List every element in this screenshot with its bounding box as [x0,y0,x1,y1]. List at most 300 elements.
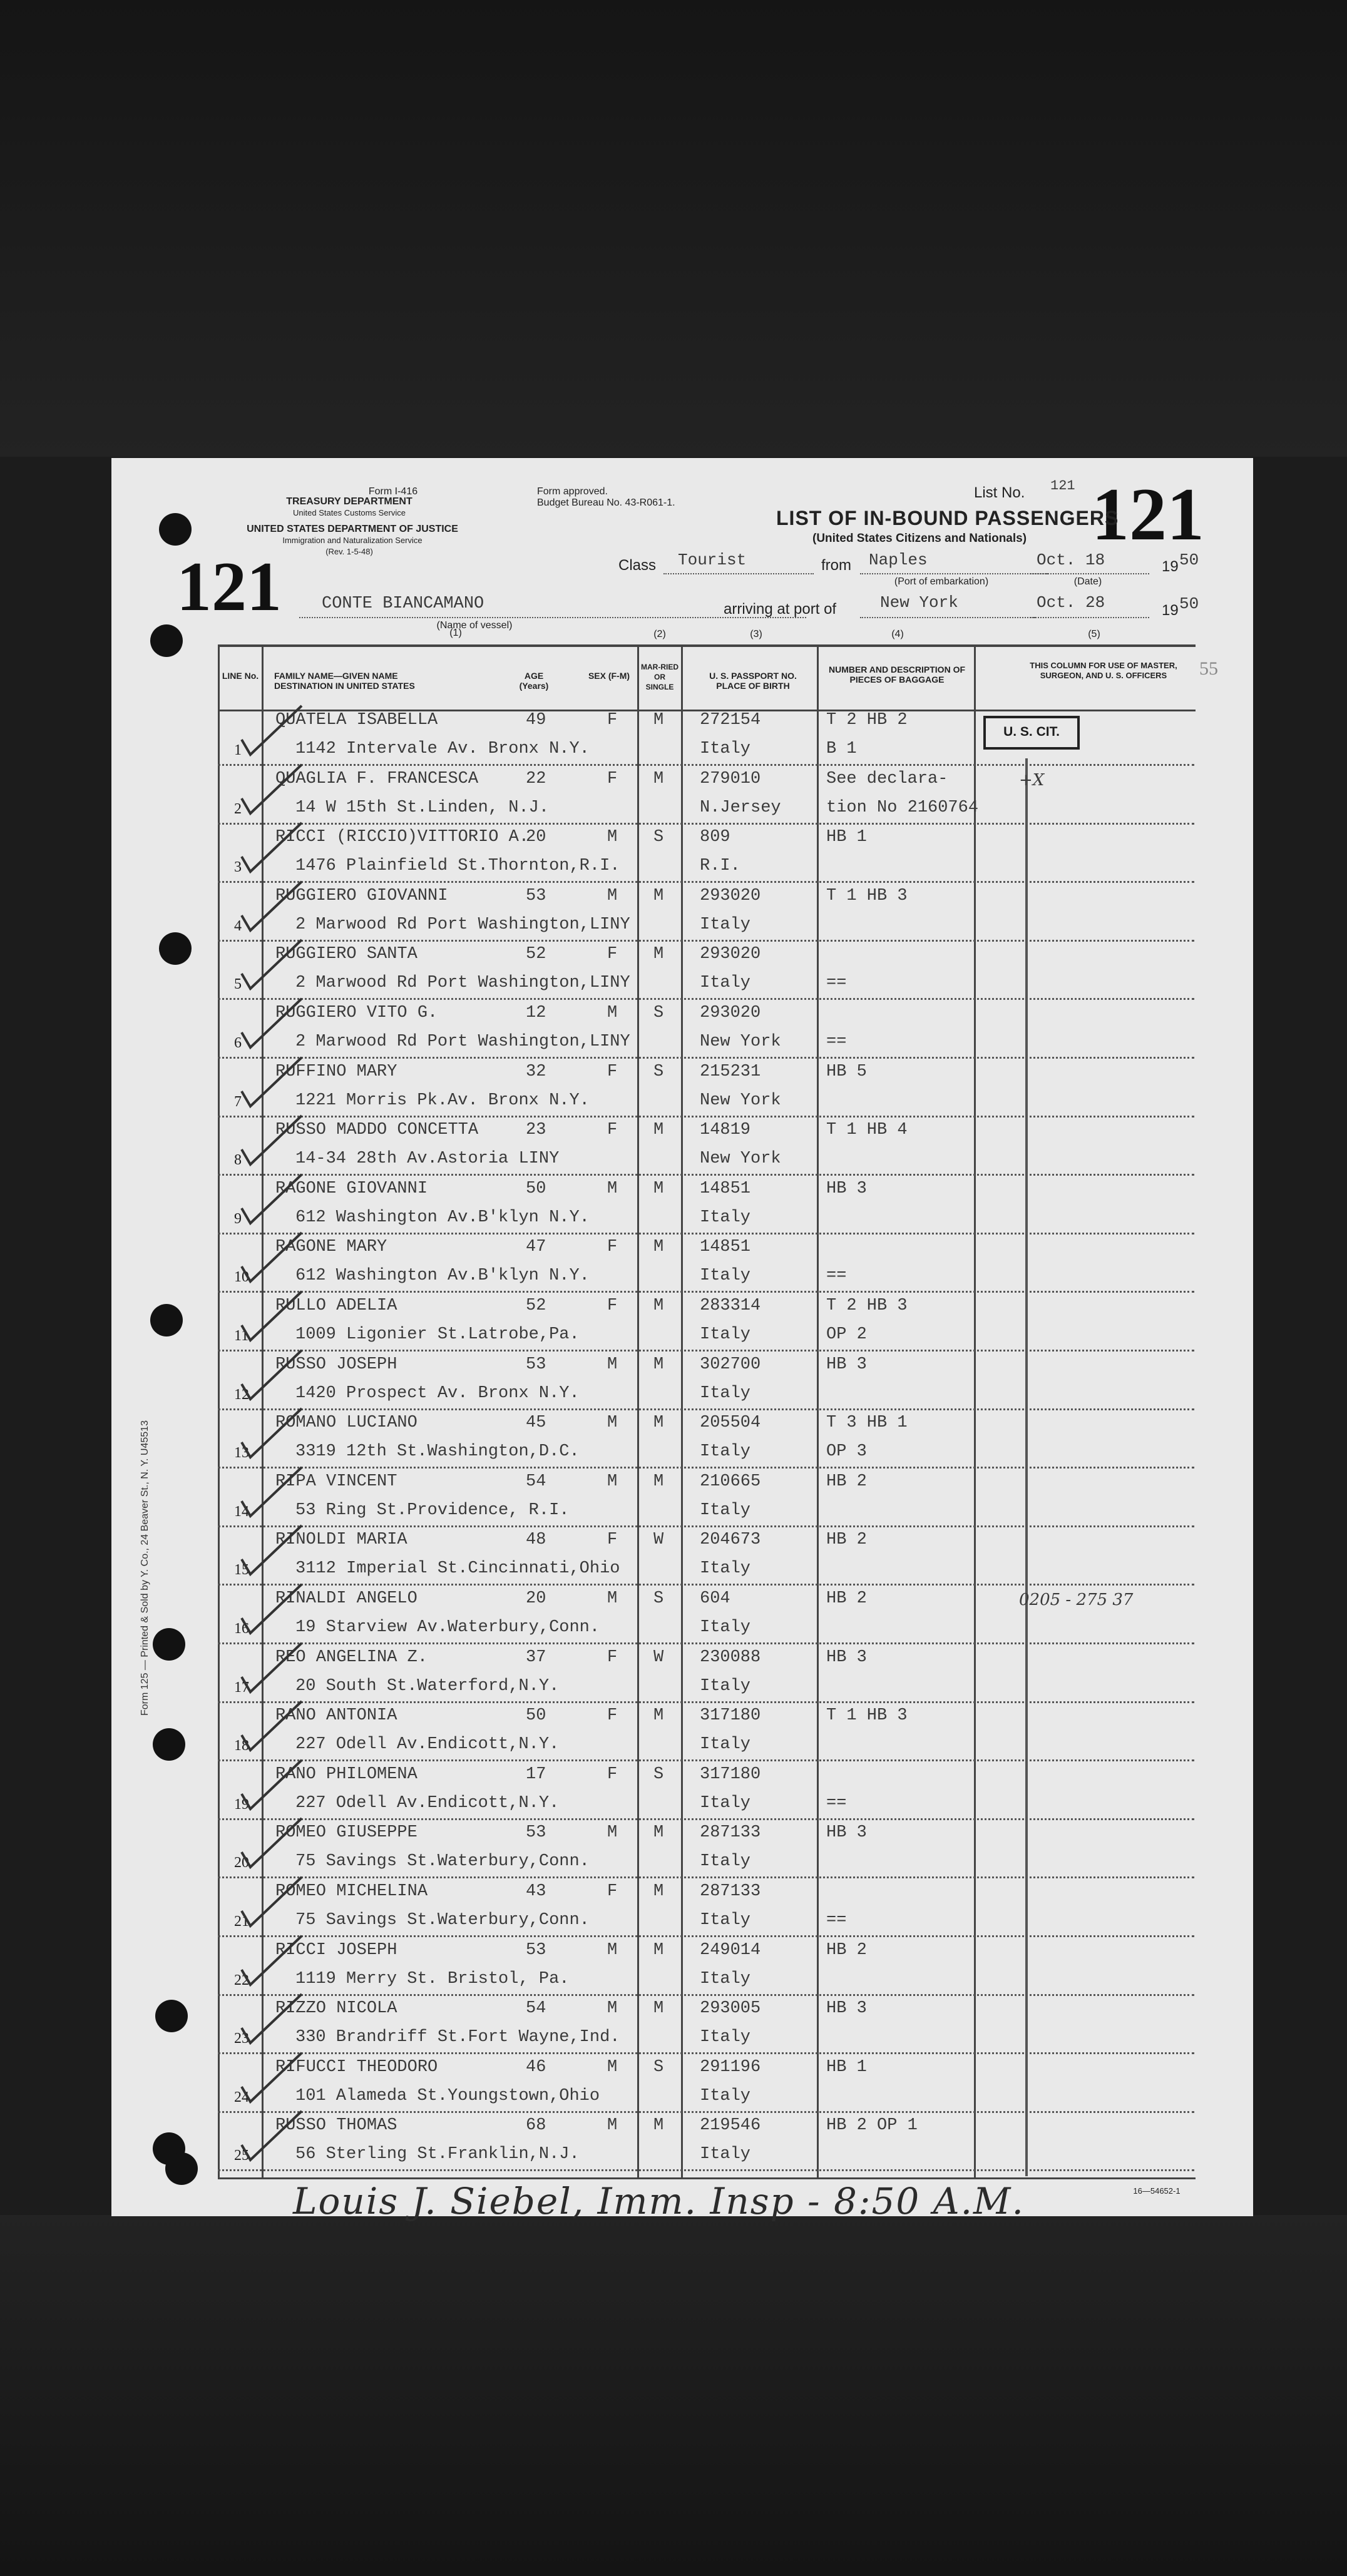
passenger-name: RUGGIERO SANTA [275,945,417,964]
table-row [111,1644,1253,1702]
year2: 50 [1179,594,1199,613]
passenger-rows [111,707,1253,2177]
passport-number: 204673 [700,1530,761,1550]
sex: F [607,1238,618,1257]
punch-hole [150,624,183,657]
line-number: 14 [234,1503,249,1520]
line-number: 6 [234,1035,242,1051]
marital-status: M [653,886,664,905]
line-number: 2 [234,800,242,817]
destination-address: 2 Marwood Rd Port Washington,LINY [295,974,630,993]
list-no-label: List No. [974,484,1025,501]
vessel-name: CONTE BIANCAMANO [322,594,484,613]
table-row [111,766,1253,823]
place-of-birth: N.Jersey [700,798,781,817]
table-row [111,1995,1253,2053]
baggage-line-1: T 3 HB 1 [826,1413,908,1433]
destination-address: 3319 12th St.Washington,D.C. [295,1442,580,1462]
table-row [111,1352,1253,1409]
destination-address: 227 Odell Av.Endicott,N.Y. [295,1735,560,1754]
passenger-name: RULLO ADELIA [275,1296,397,1315]
destination-address: 14-34 28th Av.Astoria LINY [295,1149,560,1169]
place-of-birth: Italy [700,1442,751,1462]
marital-status: M [653,1882,664,1901]
line-number: 3 [234,859,242,876]
age: 45 [526,1413,546,1433]
check-mark-icon [237,818,305,880]
date2-underline [1030,617,1149,618]
sex: M [607,1940,618,1960]
age: 23 [526,1121,546,1140]
baggage-line-1: See declara- [826,769,948,788]
check-mark-icon [237,1345,305,1408]
sex: F [607,1647,618,1667]
baggage-line-2: tion No 2160764 [826,798,979,817]
place-of-birth: Italy [700,915,751,934]
place-of-birth: Italy [700,1735,751,1754]
age: 53 [526,1940,546,1960]
line-number: 18 [234,1738,249,1754]
baggage-line-1: HB 1 [826,828,867,847]
age: 12 [526,1004,546,1022]
place-of-birth: Italy [700,1559,751,1579]
passenger-name: RINOLDI MARIA [275,1530,407,1550]
destination-address: 3112 Imperial St.Cincinnati,Ohio [295,1559,620,1579]
col-num-5: (5) [1088,629,1100,639]
age: 52 [526,945,546,964]
arriving-label: arriving at port of [724,601,837,618]
sex: F [607,1706,618,1726]
departure-date: Oct. 18 [1037,551,1105,569]
sex: F [607,711,618,730]
passport-number: 230088 [700,1647,761,1667]
col-head-officers: THIS COLUMN FOR USE OF MASTER, SURGEON, AND U. S. OFFICERS [1030,661,1177,680]
sex: F [607,1882,618,1901]
check-mark-icon [237,1462,305,1525]
age: 54 [526,1472,546,1491]
baggage-line-2: == [826,974,847,993]
check-mark-icon [237,1638,305,1701]
baggage-line-1: T 2 HB 2 [826,711,908,730]
baggage-line-1: HB 3 [826,1647,867,1667]
table-row [111,1410,1253,1467]
table-row [111,1293,1253,1350]
baggage-line-1: HB 3 [826,1823,867,1843]
passenger-name: ROMEO MICHELINA [275,1882,428,1901]
passenger-name: RUSSO THOMAS [275,2116,397,2136]
port-underline [860,617,1035,618]
marital-status: W [653,1530,664,1550]
list-no-small: 121 [1050,478,1075,494]
passenger-name: RUFFINO MARY [275,1062,397,1081]
passenger-name: ROMEO GIUSEPPE [275,1823,417,1843]
passport-number: 14851 [700,1179,751,1198]
age: 48 [526,1530,546,1550]
passport-number: 249014 [700,1940,761,1960]
baggage-line-1: T 2 HB 3 [826,1296,908,1315]
destination-address: 1119 Merry St. Bristol, Pa. [295,1969,570,1988]
check-mark-icon [237,1989,305,2052]
age: 37 [526,1647,546,1667]
passenger-name: RANO ANTONIA [275,1706,397,1726]
place-of-birth: New York [700,1091,781,1110]
place-of-birth: Italy [700,1969,751,1988]
passport-number: 215231 [700,1062,761,1081]
baggage-line-1: HB 3 [826,1179,867,1198]
sex: M [607,1355,618,1374]
baggage-line-2: == [826,1032,847,1051]
line-number: 22 [234,1972,249,1988]
marital-status: M [653,1296,664,1315]
punch-hole [159,513,192,546]
check-mark-icon [237,1520,305,1583]
baggage-line-2: OP 3 [826,1442,867,1462]
sex: M [607,1999,618,2019]
sex: M [607,1179,618,1198]
inspector-signature: Louis J. Siebel, Imm. Insp - 8:50 A.M. [293,2180,1025,2222]
check-mark-icon [237,935,305,997]
line-number: 21 [234,1913,249,1930]
vessel-caption: (Name of vessel) [436,620,513,631]
passenger-name: QUATELA ISABELLA [275,711,438,730]
destination-address: 101 Alameda St.Youngstown,Ohio [295,2086,600,2105]
check-mark-icon [237,701,305,763]
justice-department: UNITED STATES DEPARTMENT OF JUSTICE [247,524,458,534]
age: 46 [526,2057,546,2077]
line-number: 12 [234,1386,249,1403]
destination-address: 1420 Prospect Av. Bronx N.Y. [295,1383,580,1403]
line-number: 8 [234,1152,242,1169]
table-row [111,1703,1253,1760]
line-number: 5 [234,976,242,993]
class-underline [663,573,814,574]
place-of-birth: Italy [700,1911,751,1930]
row-separator [218,2169,1194,2171]
marital-status: S [653,1589,664,1608]
age: 20 [526,1589,546,1608]
sex: M [607,1823,618,1843]
sex: F [607,1296,618,1315]
marital-status: M [653,1823,664,1843]
marital-status: M [653,1999,664,2019]
passenger-name: RIZZO NICOLA [275,1999,397,2019]
line-number: 11 [234,1328,249,1344]
table-row [111,1234,1253,1291]
marital-status: S [653,828,664,847]
class-value: Tourist [678,551,747,569]
check-mark-icon [237,877,305,939]
table-row [111,707,1253,765]
check-mark-icon [237,1931,305,1993]
check-mark-icon [237,1286,305,1349]
place-of-birth: Italy [700,1325,751,1344]
footer-code: 16—54652-1 [1133,2186,1181,2196]
table-row [111,1761,1253,1819]
embarkation-caption: (Port of embarkation) [894,576,989,587]
destination-address: 612 Washington Av.B'klyn N.Y. [295,1208,590,1227]
place-of-birth: Italy [700,1676,751,1696]
col-head-name: FAMILY NAME—GIVEN NAME DESTINATION IN UNITED STATES [274,671,415,691]
passport-number: 14819 [700,1121,751,1140]
age: 32 [526,1062,546,1081]
marital-status: M [653,769,664,788]
arrival-date: Oct. 28 [1037,593,1105,612]
marital-status: M [653,2116,664,2136]
destination-address: 612 Washington Av.B'klyn N.Y. [295,1266,590,1286]
sex: F [607,1764,618,1784]
age: 68 [526,2116,546,2136]
sex: F [607,769,618,788]
passport-number: 291196 [700,2057,761,2077]
check-mark-icon [237,1872,305,1935]
passenger-name: QUAGLIA F. FRANCESCA [275,769,479,788]
manifest-page [111,458,1253,2222]
passport-number: 272154 [700,711,761,730]
place-of-birth: New York [700,1149,781,1169]
year2-prefix: 19 [1162,602,1179,619]
table-row [111,1878,1253,1936]
marital-status: M [653,1121,664,1140]
year1-prefix: 19 [1162,558,1179,575]
destination-address: 227 Odell Av.Endicott,N.Y. [295,1793,560,1813]
destination-address: 75 Savings St.Waterbury,Conn. [295,1911,590,1930]
destination-address: 75 Savings St.Waterbury,Conn. [295,1852,590,1871]
sex: M [607,2057,618,2077]
place-of-birth: Italy [700,1500,751,1520]
marital-status: S [653,1764,664,1784]
baggage-line-2: B 1 [826,740,857,758]
age: 53 [526,886,546,905]
age: 50 [526,1706,546,1726]
check-mark-icon [237,994,305,1056]
sex: M [607,1589,618,1608]
embarkation-port: Naples [869,551,928,569]
check-mark-icon [237,1228,305,1290]
baggage-line-2: OP 2 [826,1325,867,1344]
revision: (Rev. 1-5-48) [325,547,373,556]
passport-number: 293005 [700,1999,761,2019]
passport-number: 317180 [700,1706,761,1726]
age: 20 [526,828,546,847]
destination-address: 1221 Morris Pk.Av. Bronx N.Y. [295,1091,590,1110]
col-head-sex: SEX (F-M) [588,671,630,681]
baggage-line-1: HB 2 [826,1940,867,1960]
table-row [111,1000,1253,1057]
table-row [111,2112,1253,2170]
film-background-bottom [0,2215,1347,2576]
passenger-name: RUGGIERO GIOVANNI [275,886,448,905]
col-head-married: MAR-RIED OR SINGLE [641,663,679,691]
marital-status: M [653,711,664,730]
passenger-name: RAGONE GIOVANNI [275,1179,428,1198]
sex: M [607,1004,618,1022]
age: 54 [526,1999,546,2019]
class-label: Class [618,557,657,574]
table-row [111,1586,1253,1643]
place-of-birth: Italy [700,2086,751,2105]
line-number: 17 [234,1679,249,1696]
age: 50 [526,1179,546,1198]
marital-status: M [653,1706,664,1726]
check-mark-icon [237,1813,305,1876]
passport-number: 302700 [700,1355,761,1374]
table-row [111,1820,1253,1877]
passenger-name: ROMANO LUCIANO [275,1413,417,1433]
destination-address: 53 Ring St.Providence, R.I. [295,1500,570,1520]
table-row [111,1469,1253,1526]
officer-note: +X [1019,770,1045,790]
passport-number: 14851 [700,1238,751,1257]
sex: F [607,1121,618,1140]
place-of-birth: Italy [700,1852,751,1871]
marital-status: M [653,1940,664,1960]
date1-underline [1030,573,1149,574]
passenger-name: RINALDI ANGELO [275,1589,417,1608]
place-of-birth: Italy [700,2028,751,2047]
passenger-name: RICCI JOSEPH [275,1940,397,1960]
sex: F [607,945,618,964]
marital-status: M [653,1179,664,1198]
destination-address: 1142 Intervale Av. Bronx N.Y. [295,740,590,758]
line-number: 25 [234,2147,249,2164]
marital-status: M [653,1355,664,1374]
passport-number: 279010 [700,769,761,788]
baggage-line-2: == [826,1793,847,1813]
passport-number: 317180 [700,1764,761,1784]
place-of-birth: New York [700,1032,781,1051]
passport-number: 809 [700,828,730,847]
film-background-top [0,0,1347,457]
passport-number: 293020 [700,886,761,905]
passenger-name: RUGGIERO VITO G. [275,1004,438,1022]
passenger-name: RUSSO MADDO CONCETTA [275,1121,479,1140]
passenger-name: RUSSO JOSEPH [275,1355,397,1374]
col-head-passport: U. S. PASSPORT NO. PLACE OF BIRTH [709,671,797,691]
ins-service: Immigration and Naturalization Service [282,536,423,545]
treasury-department: TREASURY DEPARTMENT [286,496,412,507]
check-mark-icon [237,2048,305,2110]
line-number: 15 [234,1562,249,1579]
passenger-name: RIFUCCI THEODORO [275,2057,438,2077]
destination-address: 14 W 15th St.Linden, N.J. [295,798,550,817]
col-num-4: (4) [891,629,904,639]
passport-number: 293020 [700,1004,761,1022]
marital-status: S [653,2057,664,2077]
passport-number: 283314 [700,1296,761,1315]
line-number: 20 [234,1855,249,1871]
col-num-3: (3) [750,629,762,639]
from-label: from [821,557,851,574]
table-row [111,824,1253,882]
place-of-birth: Italy [700,1618,751,1637]
col-head-age: AGE (Years) [519,671,549,691]
line-number: 24 [234,2089,249,2105]
marital-status: S [653,1062,664,1081]
passenger-name: RANO PHILOMENA [275,1764,417,1784]
table-row [111,2054,1253,2112]
officer-note: 0205 - 275 37 [1019,1591,1134,1609]
baggage-line-2: == [826,1911,847,1930]
baggage-line-1: HB 2 [826,1472,867,1491]
marital-status: M [653,945,664,964]
destination-address: 20 South St.Waterford,N.Y. [295,1676,560,1696]
line-number: 9 [234,1210,242,1227]
passport-number: 219546 [700,2116,761,2136]
check-mark-icon [237,1403,305,1466]
line-number: 13 [234,1445,249,1462]
age: 53 [526,1355,546,1374]
passenger-name: RICCI (RICCIO)VITTORIO A. [275,828,530,847]
marital-status: M [653,1413,664,1433]
line-number: 10 [234,1269,249,1286]
printer-imprint: Form 125 — Printed & Sold by Y. Co., 24 Beaver St., N. Y. U45513 [140,1420,150,1716]
baggage-line-1: HB 3 [826,1999,867,2019]
table-top-rule [218,644,1196,647]
destination-address: 2 Marwood Rd Port Washington,LINY [295,915,630,934]
sex: F [607,1062,618,1081]
sex: M [607,886,618,905]
check-mark-icon [237,1755,305,1818]
line-number: 16 [234,1621,249,1637]
place-of-birth: Italy [700,1383,751,1403]
check-mark-icon [237,1052,305,1115]
baggage-line-1: HB 2 [826,1589,867,1608]
check-mark-icon [237,1111,305,1173]
passenger-name: RIPA VINCENT [275,1472,397,1491]
col-head-line: LINE No. [222,671,259,681]
baggage-line-1: T 1 HB 3 [826,886,908,905]
destination-address: 2 Marwood Rd Port Washington,LINY [295,1032,630,1051]
baggage-line-1: HB 2 OP 1 [826,2116,918,2136]
table-row [111,1059,1253,1116]
place-of-birth: Italy [700,2145,751,2164]
passport-number: 287133 [700,1882,761,1901]
check-mark-icon [237,1169,305,1232]
date-caption: (Date) [1073,576,1102,587]
age: 53 [526,1823,546,1843]
passport-number: 293020 [700,945,761,964]
place-of-birth: Italy [700,1208,751,1227]
col-num-1: (1) [449,628,462,638]
table-row [111,1117,1253,1174]
sex: F [607,1530,618,1550]
table-row [111,883,1253,940]
table-row [111,1176,1253,1233]
left-list-number: 121 [177,548,282,626]
destination-address: 1009 Ligonier St.Latrobe,Pa. [295,1325,580,1344]
form-approved: Form approved. [537,486,608,497]
place-of-birth: Italy [700,974,751,993]
budget-bureau: Budget Bureau No. 43-R061-1. [537,497,675,508]
customs-service: United States Customs Service [293,508,406,517]
line-number: 23 [234,2030,249,2047]
marital-status: W [653,1647,664,1667]
age: 47 [526,1238,546,1257]
sex: M [607,2116,618,2136]
table-row [111,941,1253,999]
baggage-line-2: == [826,1266,847,1286]
age: 52 [526,1296,546,1315]
baggage-line-1: HB 3 [826,1355,867,1374]
form-subtitle: (United States Citizens and Nationals) [812,532,1027,545]
baggage-line-1: HB 1 [826,2057,867,2077]
form-number: Form I-416 [368,486,418,497]
from-underline [860,573,1048,574]
check-mark-icon [237,2106,305,2169]
age: 49 [526,711,546,730]
baggage-line-1: T 1 HB 3 [826,1706,908,1726]
marital-status: M [653,1472,664,1491]
